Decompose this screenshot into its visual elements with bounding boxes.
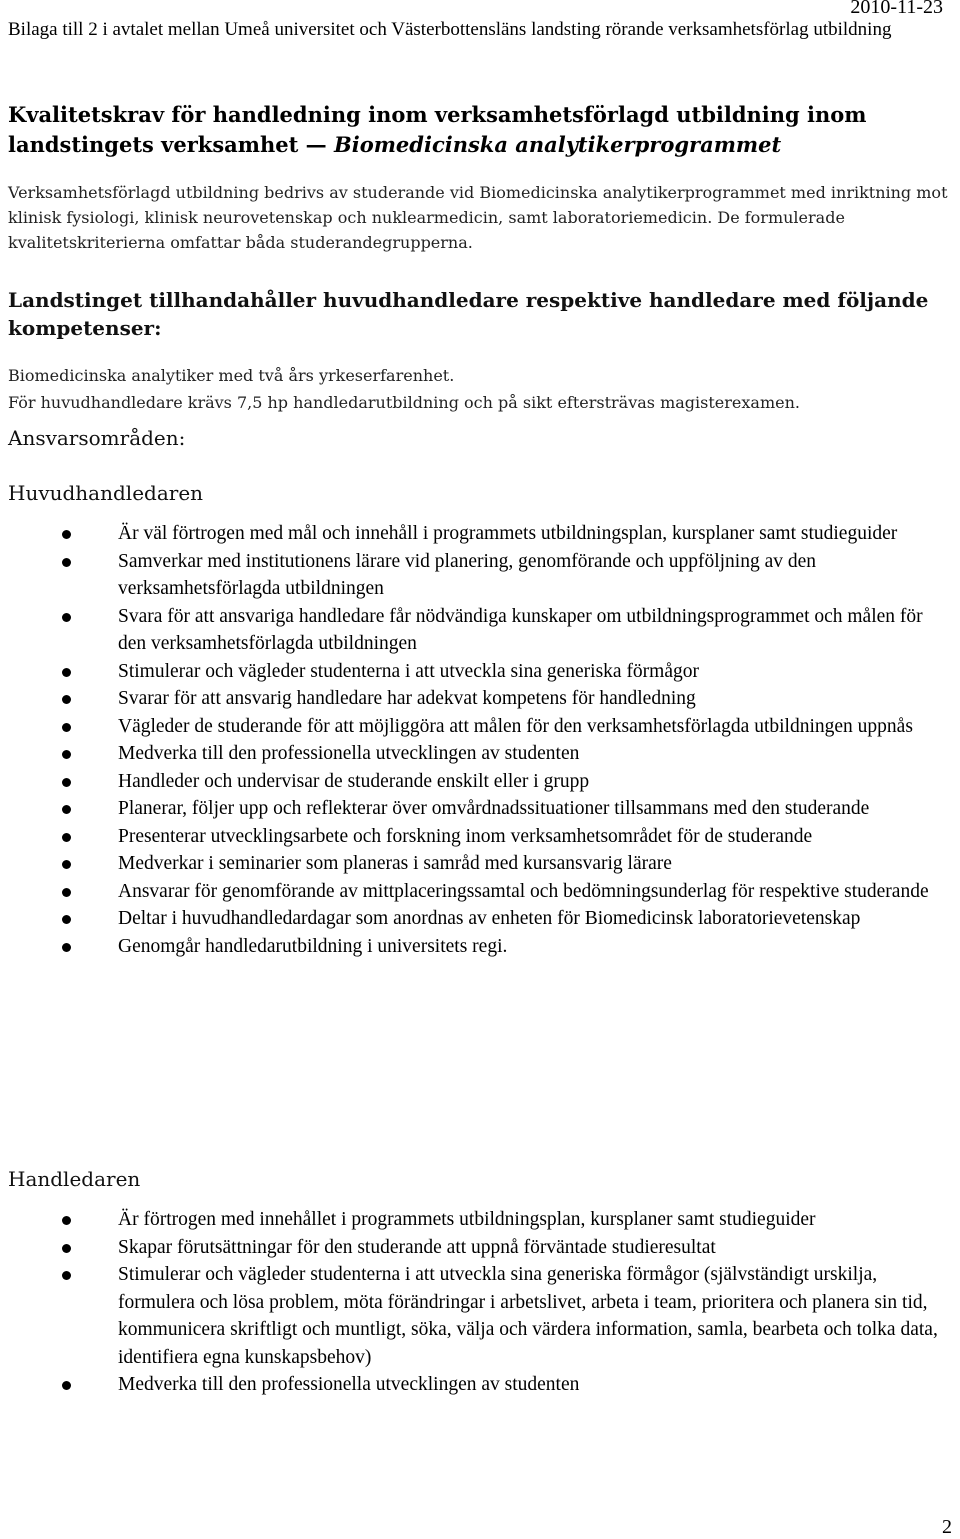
bullet-icon [62,1271,71,1280]
list-item-text: Vägleder de studerande för att möjliggöra att målen för den verksamhetsförlagda utbildningen uppnås [118,715,913,737]
list-item [0,740,960,768]
bullet-icon [62,750,71,759]
list-item-text: Är förtrogen med innehållet i programmets utbildningsplan, kursplaner samt studieguider [118,1209,816,1230]
list-item-text: Ansvarar för genomförande av mittplaceringssamtal och bedömningsunderlag för respektive studerande [118,880,929,902]
list-item-text: Handleder och undervisar de studerande enskilt eller i grupp [118,770,590,792]
list-item [0,1261,960,1371]
bullet-icon [62,668,71,677]
title-program: Biomedicinska analytikerprogrammet [333,132,782,157]
supervisor-list [0,1206,960,1399]
document-title [8,100,958,160]
main-supervisor-list [0,520,960,960]
bullet-icon [62,613,71,622]
list-item [0,1234,960,1262]
bullet-icon [62,943,71,952]
competence-heading: Landstinget tillhandahåller huvudhandledare respektive handledare med följande kompetenser: [8,288,929,340]
list-item [0,1371,960,1399]
list-item [0,685,960,713]
list-item [0,603,960,658]
bullet-icon [62,1216,71,1225]
list-item-text: Presenterar utvecklingsarbete och forskning inom verksamhetsområdet för de studerande [118,825,813,847]
list-item [0,768,960,796]
list-item [0,658,960,686]
list-item-text: Medverkar i seminarier som planeras i samråd med kursansvarig lärare [118,853,672,874]
list-item-text: Svara för att ansvariga handledare får nödvändiga kunskaper om utbildningsprogrammet och målen för den verksamhetsförlagda utbildningen [118,605,923,654]
bullet-icon [62,695,71,704]
list-item [0,795,960,823]
bullet-icon [62,888,71,897]
list-item-text: Svarar för att ansvarig handledare har adekvat kompetens för handledning [118,688,696,709]
bullet-icon [62,723,71,732]
bullet-icon [62,778,71,787]
bullet-icon [62,1244,71,1253]
list-item-text: Genomgår handledarutbildning i universitets regi. [118,935,508,957]
bullet-icon [62,860,71,869]
document-date: 2010-11-23 [850,0,943,18]
appendix-note: Bilaga till 2 i avtalet mellan Umeå universitet och Västerbottensläns landsting rörande verksamhetsförlag utbildning [8,19,892,40]
bullet-icon [62,833,71,842]
responsibilities-heading: Ansvarsområden: [8,426,186,450]
list-item-text: Stimulerar och vägleder studenterna i att utveckla sina generiska förmågor (självständigt urskilja, formulera och lösa problem, möta förändringar i arbetslivet, arbeta i team, prioritera och planera sin tid, kommunicera skriftligt och muntligt, söka, välja och värdera information, samla, bearbeta och tolka data, identifiera egna kunskapsbehov) [118,1264,938,1368]
list-item-text: Deltar i huvudhandledardagar som anordnas av enheten för Biomedicinsk laboratorievetenskap [118,908,861,929]
list-item [0,905,960,933]
list-item [0,933,960,961]
bullet-icon [62,558,71,567]
list-item [0,850,960,878]
list-item-text: Stimulerar och vägleder studenterna i att utveckla sina generiska förmågor [118,660,699,682]
list-item-text: Skapar förutsättningar för den studerande att uppnå förväntade studieresultat [118,1236,716,1258]
list-item [0,548,960,603]
main-supervisor-heading: Huvudhandledaren [8,481,204,505]
list-item-text: Medverka till den professionella utvecklingen av studenten [118,1374,580,1395]
list-item-text: Planerar, följer upp och reflekterar över omvårdnadssituationer tillsammans med den studerande [118,798,870,819]
competence-line-1: Biomedicinska analytiker med två års yrkeserfarenhet. [8,366,455,385]
bullet-icon [62,1381,71,1390]
supervisor-heading: Handledaren [8,1167,141,1191]
bullet-icon [62,530,71,539]
list-item [0,878,960,906]
list-item [0,823,960,851]
competence-line-2: För huvudhandledare krävs 7,5 hp handledarutbildning och på sikt eftersträvas magisterexamen. [8,393,800,412]
title-main: Kvalitetskrav för handledning inom verksamhetsförlagd utbildning inom landstingets verksamhet — [8,102,867,157]
bullet-icon [62,805,71,814]
list-item [0,713,960,741]
intro-paragraph: Verksamhetsförlagd utbildning bedrivs av studerande vid Biomedicinska analytikerprogrammet med inriktning mot klinisk fysiologi, klinisk neurovetenskap och nuklearmedicin, samt laboratoriemedicin. De formulerade kvalitetskriterierna omfattar båda studerandegrupperna. [8,183,948,252]
list-item-text: Samverkar med institutionens lärare vid planering, genomförande och uppföljning av den verksamhetsförlagda utbildningen [118,550,817,599]
list-item [0,1206,960,1234]
list-item [0,520,960,548]
list-item-text: Är väl förtrogen med mål och innehåll i programmets utbildningsplan, kursplaner samt studieguider [118,523,898,544]
competence-text [8,362,953,416]
bullet-icon [62,915,71,924]
page-number: 2 [942,1516,952,1538]
list-item-text: Medverka till den professionella utvecklingen av studenten [118,743,580,764]
